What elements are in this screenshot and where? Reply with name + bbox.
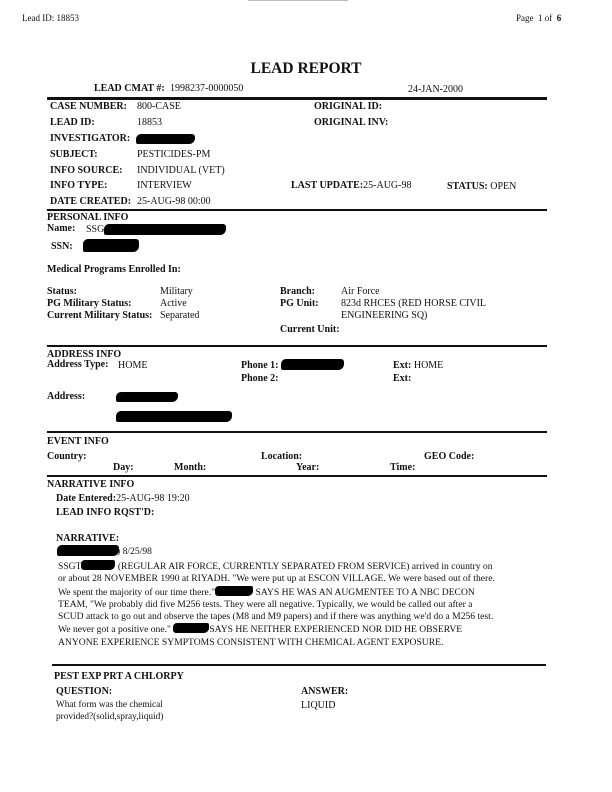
last-update-label: LAST UPDATE: bbox=[291, 180, 364, 191]
last-update bbox=[291, 180, 411, 191]
question-label: QUESTION: bbox=[56, 686, 113, 697]
redaction-name bbox=[104, 224, 226, 235]
question-line1: What form was the chemical bbox=[56, 700, 163, 710]
date-entered-value: 25-AUG-98 19:20 bbox=[116, 493, 190, 504]
branch-value: Air Force bbox=[341, 286, 380, 297]
report-date: 24-JAN-2000 bbox=[408, 84, 463, 95]
narrative-line: SSGT (REGULAR AIR FORCE, CURRENTLY SEPARATED FROM SERVICE) arrived in country on bbox=[58, 561, 493, 572]
narrative-line: SCUD attack to go out and observe the tapes (M8 and M9 papers) and if there was anything we'd do a M256 test. bbox=[58, 611, 494, 623]
divider bbox=[47, 97, 547, 100]
info-type-label: INFO TYPE: bbox=[50, 180, 108, 191]
page-label: Page bbox=[516, 13, 534, 23]
status-value-personal: Military bbox=[160, 286, 193, 297]
question-line2: provided?(solid,spray,liquid) bbox=[56, 712, 164, 722]
name-label: Name: bbox=[47, 223, 76, 234]
divider bbox=[47, 431, 547, 433]
name-prefix: SSG bbox=[86, 224, 105, 235]
section-pest-exp: PEST EXP PRT A CHLORPY bbox=[54, 671, 184, 682]
page-title: LEAD REPORT bbox=[250, 60, 362, 77]
pg-unit-value-line1: 823d RHCES (RED HORSE CIVIL bbox=[341, 298, 487, 309]
year-label: Year: bbox=[296, 462, 320, 473]
original-id-label: ORIGINAL ID: bbox=[314, 101, 383, 112]
page-indicator bbox=[516, 13, 561, 23]
answer-label: ANSWER: bbox=[301, 686, 349, 697]
page-of: of bbox=[544, 13, 553, 23]
lead-id-value: 18853 bbox=[137, 117, 162, 128]
case-number-label: CASE NUMBER: bbox=[50, 101, 127, 112]
divider bbox=[52, 664, 546, 666]
date-entered-label: Date Entered: bbox=[56, 493, 117, 504]
subject-label: SUBJECT: bbox=[50, 149, 98, 160]
ext1-value: HOME bbox=[413, 360, 444, 371]
answer-value: LIQUID bbox=[301, 700, 336, 711]
address-label: Address: bbox=[47, 391, 86, 402]
lead-info-rqstd-label: LEAD INFO RQST'D: bbox=[56, 507, 155, 518]
narrative-line: ANYONE EXPERIENCE SYMPTOMS CONSISTENT WITH CHEMICAL AGENT EXPOSURE. bbox=[58, 636, 444, 648]
ext2-label: Ext: bbox=[393, 373, 412, 384]
narrative-line: TEAM, "We probably did five M256 tests. They were all negative. Typically, we would be called out after a bbox=[58, 598, 473, 610]
page-total: 6 bbox=[556, 13, 562, 23]
address-type-label: Address Type: bbox=[47, 359, 109, 370]
location-label: Location: bbox=[261, 451, 303, 462]
status-label: STATUS: bbox=[447, 181, 488, 192]
case-number-value: 800-CASE bbox=[137, 101, 181, 112]
narrative-line: We spent the majority of our time there." SAYS HE WAS AN AUGMENTEE TO A NBC DECON bbox=[58, 586, 475, 598]
current-unit-label: Current Unit: bbox=[280, 324, 340, 335]
status-value: OPEN bbox=[490, 181, 517, 192]
address-type-value: HOME bbox=[118, 360, 148, 371]
original-inv-label: ORIGINAL INV: bbox=[314, 117, 389, 128]
redaction-phone1 bbox=[281, 359, 344, 370]
cmat-label: LEAD CMAT #: bbox=[94, 83, 165, 94]
redaction-address-line1 bbox=[116, 392, 178, 402]
redaction-investigator bbox=[136, 134, 195, 144]
last-update-value: 25-AUG-98 bbox=[363, 180, 412, 191]
time-label: Time: bbox=[390, 462, 416, 473]
date-entered bbox=[56, 493, 190, 504]
branch-label: Branch: bbox=[280, 286, 315, 297]
redaction-inline bbox=[173, 623, 209, 633]
section-personal-info: PERSONAL INFO bbox=[47, 212, 129, 223]
current-military-status-label: Current Military Status: bbox=[47, 310, 153, 321]
date-created-label: DATE CREATED: bbox=[50, 196, 132, 207]
narrative-line: or about 28 NOVEMBER 1990 at RIYADH. "We were put up at ESCON VILLAGE. We were based out of there. bbox=[58, 573, 495, 585]
redaction-address-line2 bbox=[116, 411, 232, 422]
ssn-label: SSN: bbox=[51, 241, 73, 252]
pg-unit-value-line2: ENGINEERING SQ) bbox=[341, 310, 428, 321]
pg-unit-label: PG Unit: bbox=[280, 298, 319, 309]
redaction-ssn bbox=[83, 239, 139, 252]
narrative-entry-date: ) 8/25/98 bbox=[117, 546, 152, 557]
scan-artifact bbox=[248, 0, 348, 1]
info-source-label: INFO SOURCE: bbox=[50, 165, 123, 176]
cmat-value: 1998237-0000050 bbox=[170, 83, 244, 94]
geo-code-label: GEO Code: bbox=[424, 451, 475, 462]
narrative-label: NARRATIVE: bbox=[56, 533, 120, 544]
ext1 bbox=[393, 360, 443, 371]
redaction-narrative-author bbox=[57, 545, 119, 556]
subject-value: PESTICIDES-PM bbox=[137, 149, 211, 160]
status-label-personal: Status: bbox=[47, 286, 78, 297]
current-military-status-value: Separated bbox=[160, 310, 200, 321]
section-narrative-info: NARRATIVE INFO bbox=[47, 479, 135, 490]
investigator-label: INVESTIGATOR: bbox=[50, 133, 131, 144]
lead-id-label: LEAD ID: bbox=[50, 117, 95, 128]
month-label: Month: bbox=[174, 462, 207, 473]
pg-military-status-value: Active bbox=[160, 298, 187, 309]
page-current: 1 bbox=[538, 13, 543, 23]
redaction-inline bbox=[81, 560, 115, 570]
divider bbox=[47, 475, 547, 477]
country-label: Country: bbox=[47, 451, 87, 462]
phone1-label: Phone 1: bbox=[241, 360, 279, 371]
redaction-inline bbox=[215, 586, 253, 596]
section-address-info: ADDRESS INFO bbox=[47, 349, 122, 360]
section-event-info: EVENT INFO bbox=[47, 436, 109, 447]
day-label: Day: bbox=[113, 462, 134, 473]
info-source-value: INDIVIDUAL (VET) bbox=[137, 165, 225, 176]
pg-military-status-label: PG Military Status: bbox=[47, 298, 132, 309]
date-created-value: 25-AUG-98 00:00 bbox=[137, 196, 211, 207]
narrative-line: We never got a positive one." SAYS HE NEITHER EXPERIENCED NOR DID HE OBSERVE bbox=[58, 624, 463, 636]
phone2-label: Phone 2: bbox=[241, 373, 279, 384]
ext1-label: Ext: bbox=[393, 360, 412, 371]
status bbox=[447, 181, 516, 192]
medical-programs-label: Medical Programs Enrolled In: bbox=[47, 264, 181, 275]
divider bbox=[47, 209, 547, 211]
divider bbox=[47, 345, 547, 347]
narrative-body bbox=[58, 560, 538, 649]
header-lead-id: Lead ID: 18853 bbox=[22, 13, 79, 23]
info-type-value: INTERVIEW bbox=[137, 180, 192, 191]
